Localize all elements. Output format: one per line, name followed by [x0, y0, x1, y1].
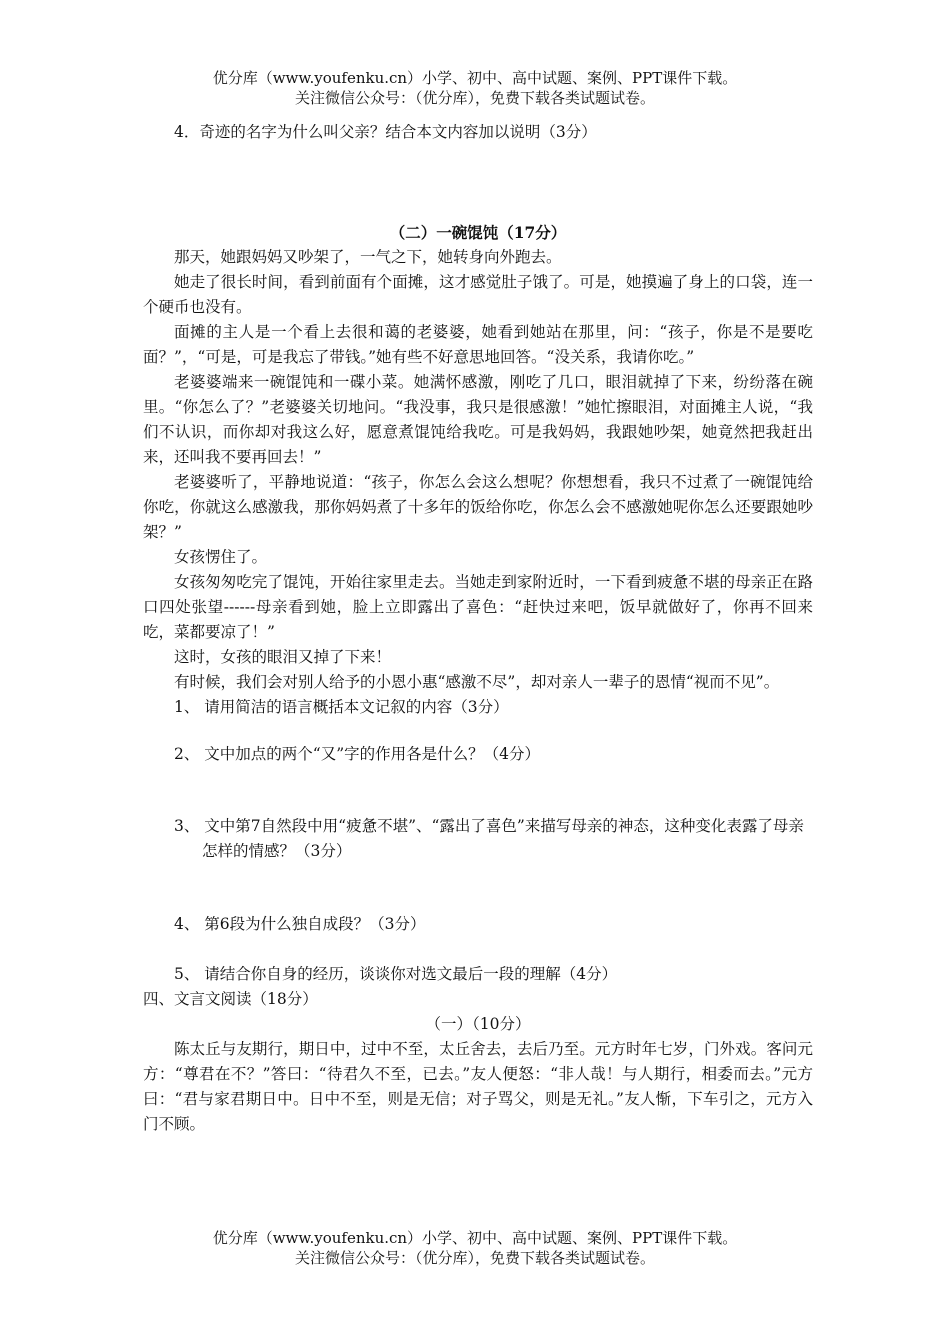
page-header: [0, 68, 950, 108]
passage-paragraph: 面摊的主人是一个看上去很和蔼的老婆婆，她看到她站在那里，问：“孩子，你是不是要吃面？”，“可是，可是我忘了带钱。”她有些不好意思地回答。“没关系，我请你吃。”: [143, 323, 813, 366]
section2-title: （二）一碗馄饨（17分）: [389, 223, 567, 242]
page-footer: [0, 1228, 950, 1268]
question-2: 2、 文中加点的两个“又”字的作用各是什么？（4分）: [174, 745, 540, 763]
passage-paragraph: 有时候，我们会对别人给予的小恩小惠“感激不尽”，却对亲人一辈子的恩情“视而不见”。: [174, 673, 780, 691]
prev-question-4: 4．奇迹的名字为什么叫父亲？结合本文内容加以说明（3分）: [174, 123, 597, 141]
question-5: 5、 请结合你自身的经历，谈谈你对选文最后一段的理解（4分）: [174, 965, 618, 983]
passage-paragraph: 老婆婆端来一碗馄饨和一碟小菜。她满怀感激，刚吃了几口，眼泪就掉了下来，纷纷落在碗里。“你怎么了？”老婆婆关切地问。“我没事，我只是很感激！”她忙擦眼泪，对面摊主人说，“我们不认识，而你却对我这么好，愿意煮馄饨给我吃。可是我妈妈，我跟她吵架，她竟然把我赶出来，还叫我不要再回去！”: [143, 373, 813, 466]
question-3: 3、 文中第7自然段中用“疲惫不堪”、“露出了喜色”来描写母亲的神态，这种变化表露了母亲怎样的情感？（3分）: [174, 817, 804, 860]
header-line-2: 关注微信公众号：（优分库），免费下载各类试题试卷。: [294, 89, 655, 107]
question-1: 1、 请用简洁的语言概括本文记叙的内容（3分）: [174, 698, 509, 716]
passage-paragraph: 女孩愣住了。: [174, 548, 268, 566]
document-body: [143, 120, 813, 1137]
passage-paragraph: 女孩匆匆吃完了馄饨，开始往家里走去。当她走到家附近时，一下看到疲惫不堪的母亲正在路口四处张望------母亲看到她，脸上立即露出了喜色：“赶快过来吧，饭早就做好了，你再不回来吃，菜都要凉了！”: [143, 573, 813, 641]
passage-paragraph: 老婆婆听了，平静地说道：“孩子，你怎么会这么想呢？你想想看，我只不过煮了一碗馄饨给你吃，你就这么感激我，那你妈妈煮了十多年的饭给你吃，你怎么会不感激她呢你怎么还要跟她吵架？”: [143, 473, 813, 541]
section4-heading: 四、文言文阅读（18分）: [143, 990, 318, 1008]
passage-paragraph: 这时，女孩的眼泪又掉了下来！: [174, 648, 392, 666]
header-line-1: 优分库（www.youfenku.cn）小学、初中、高中试题、案例、PPT课件下载。: [212, 69, 738, 87]
question-4: 4、 第6段为什么独自成段？（3分）: [174, 915, 426, 933]
passage-paragraph: 那天，她跟妈妈又吵架了，一气之下，她转身向外跑去。: [174, 248, 562, 266]
passage-paragraph: 她走了很长时间，看到前面有个面摊，这才感觉肚子饿了。可是，她摸遍了身上的口袋，连一个硬币也没有。: [143, 273, 813, 316]
footer-line-2: 关注微信公众号：（优分库），免费下载各类试题试卷。: [294, 1249, 655, 1267]
footer-line-1: 优分库（www.youfenku.cn）小学、初中、高中试题、案例、PPT课件下载。: [212, 1229, 738, 1247]
classical-passage: 陈太丘与友期行，期日中，过中不至，太丘舍去，去后乃至。元方时年七岁，门外戏。客问元方：“尊君在不？”答曰：“待君久不至，已去。”友人便怒：“非人哉！与人期行，相委而去。”元方曰：“君与家君期日中。日中不至，则是无信；对子骂父，则是无礼。”友人惭，下车引之，元方入门不顾。: [143, 1040, 813, 1133]
section4-subtitle: （一）（10分）: [425, 1015, 531, 1033]
